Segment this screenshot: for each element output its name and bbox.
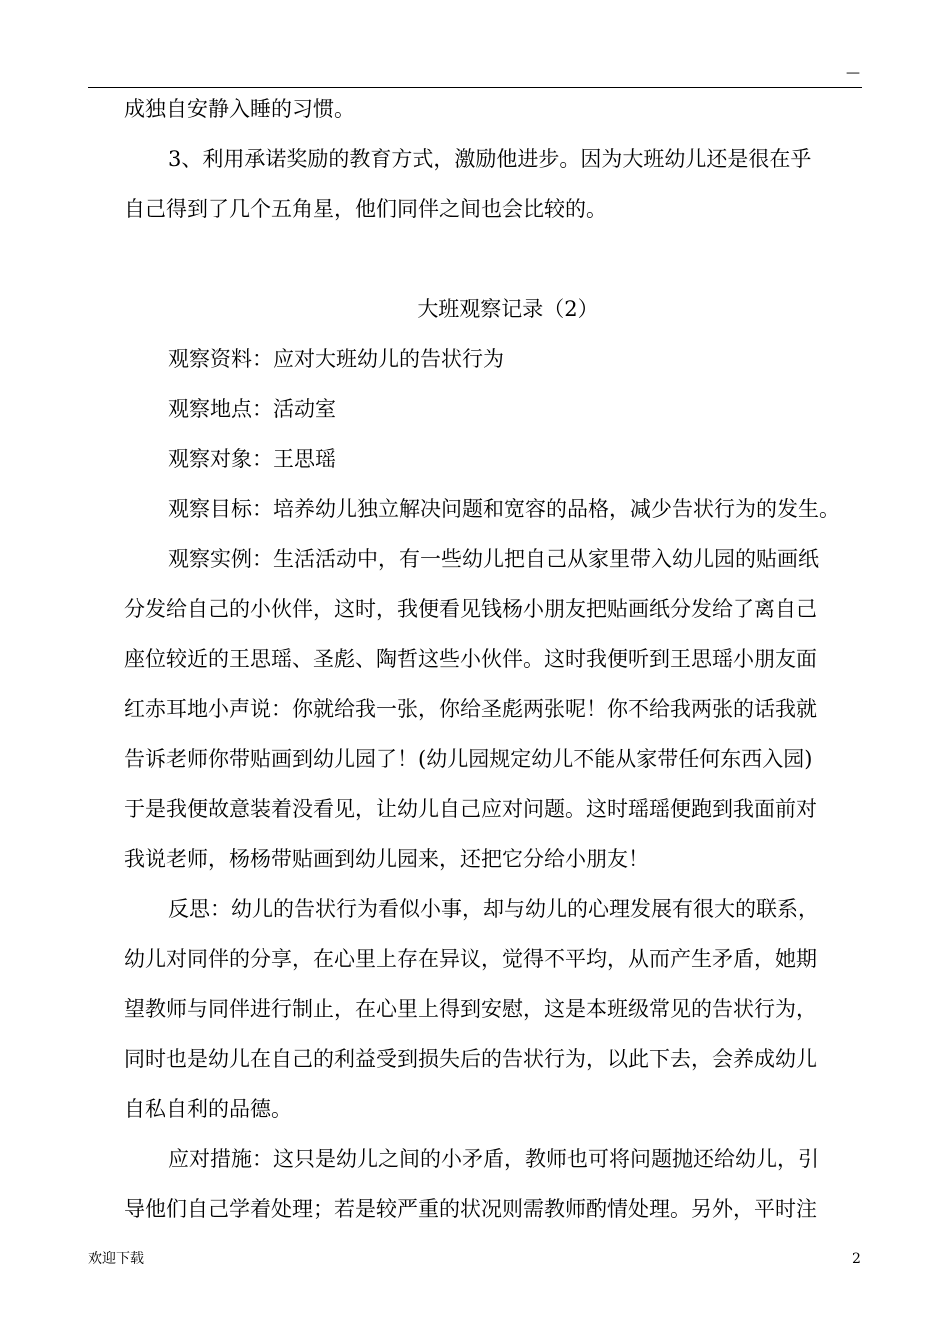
observation-goal: 观察目标：培养幼儿独立解决问题和宽容的品格，减少告状行为的发生。: [168, 497, 840, 521]
paragraph-line: 红赤耳地小声说：你就给我一张，你给圣彪两张呢！你不给我两张的话我就: [124, 697, 817, 721]
blank-gap: [124, 234, 862, 284]
paragraph-line: 应对措施：这只是幼儿之间的小矛盾，教师也可将问题抛还给幼儿，引: [168, 1147, 819, 1171]
paragraph-line: 告诉老师你带贴画到幼儿园了！(幼儿园规定幼儿不能从家带任何东西入园): [124, 747, 813, 771]
paragraph-line: 自私自利的品德。: [124, 1097, 292, 1121]
paragraph-line: 观察实例：生活活动中，有一些幼儿把自己从家里带入幼儿园的贴画纸: [168, 547, 819, 571]
observation-subject: 观察对象：王思瑶: [168, 447, 336, 471]
paragraph-line: 于是我便故意装着没看见，让幼儿自己应对问题。这时瑶瑶便跑到我面前对: [124, 797, 817, 821]
observation-location: 观察地点：活动室: [168, 397, 336, 421]
page-number: 2: [852, 1251, 861, 1267]
paragraph-line: 导他们自己学着处理；若是较严重的状况则需教师酌情处理。另外，平时注: [124, 1197, 817, 1221]
document-body: [124, 84, 862, 1234]
paragraph-line: 成独自安静入睡的习惯。: [124, 97, 355, 121]
paragraph-line: 分发给自己的小伙伴，这时，我便看见钱杨小朋友把贴画纸分发给了离自己: [124, 597, 817, 621]
paragraph-line: 幼儿对同伴的分享，在心里上存在异议，觉得不平均，从而产生矛盾，她期: [124, 947, 817, 971]
paragraph-line: 3、利用承诺奖励的教育方式，激励他进步。因为大班幼儿还是很在乎: [168, 147, 812, 171]
observation-material: 观察资料：应对大班幼儿的告状行为: [168, 347, 504, 371]
footer-text: 欢迎下载: [88, 1251, 144, 1267]
paragraph-line: 望教师与同伴进行制止，在心里上得到安慰，这是本班级常见的告状行为，: [124, 997, 817, 1021]
paragraph-line: 我说老师，杨杨带贴画到幼儿园来，还把它分给小朋友！: [124, 847, 649, 871]
section-title: 大班观察记录（2）: [417, 297, 599, 321]
paragraph-line: 同时也是幼儿在自己的利益受到损失后的告状行为，以此下去，会养成幼儿: [124, 1047, 817, 1071]
paragraph-line: 反思：幼儿的告状行为看似小事，却与幼儿的心理发展有很大的联系，: [168, 897, 819, 921]
header-mark: —: [846, 65, 860, 81]
paragraph-line: 座位较近的王思瑶、圣彪、陶哲这些小伙伴。这时我便听到王思瑶小朋友面: [124, 647, 817, 671]
paragraph-line: 自己得到了几个五角星，他们同伴之间也会比较的。: [124, 197, 607, 221]
